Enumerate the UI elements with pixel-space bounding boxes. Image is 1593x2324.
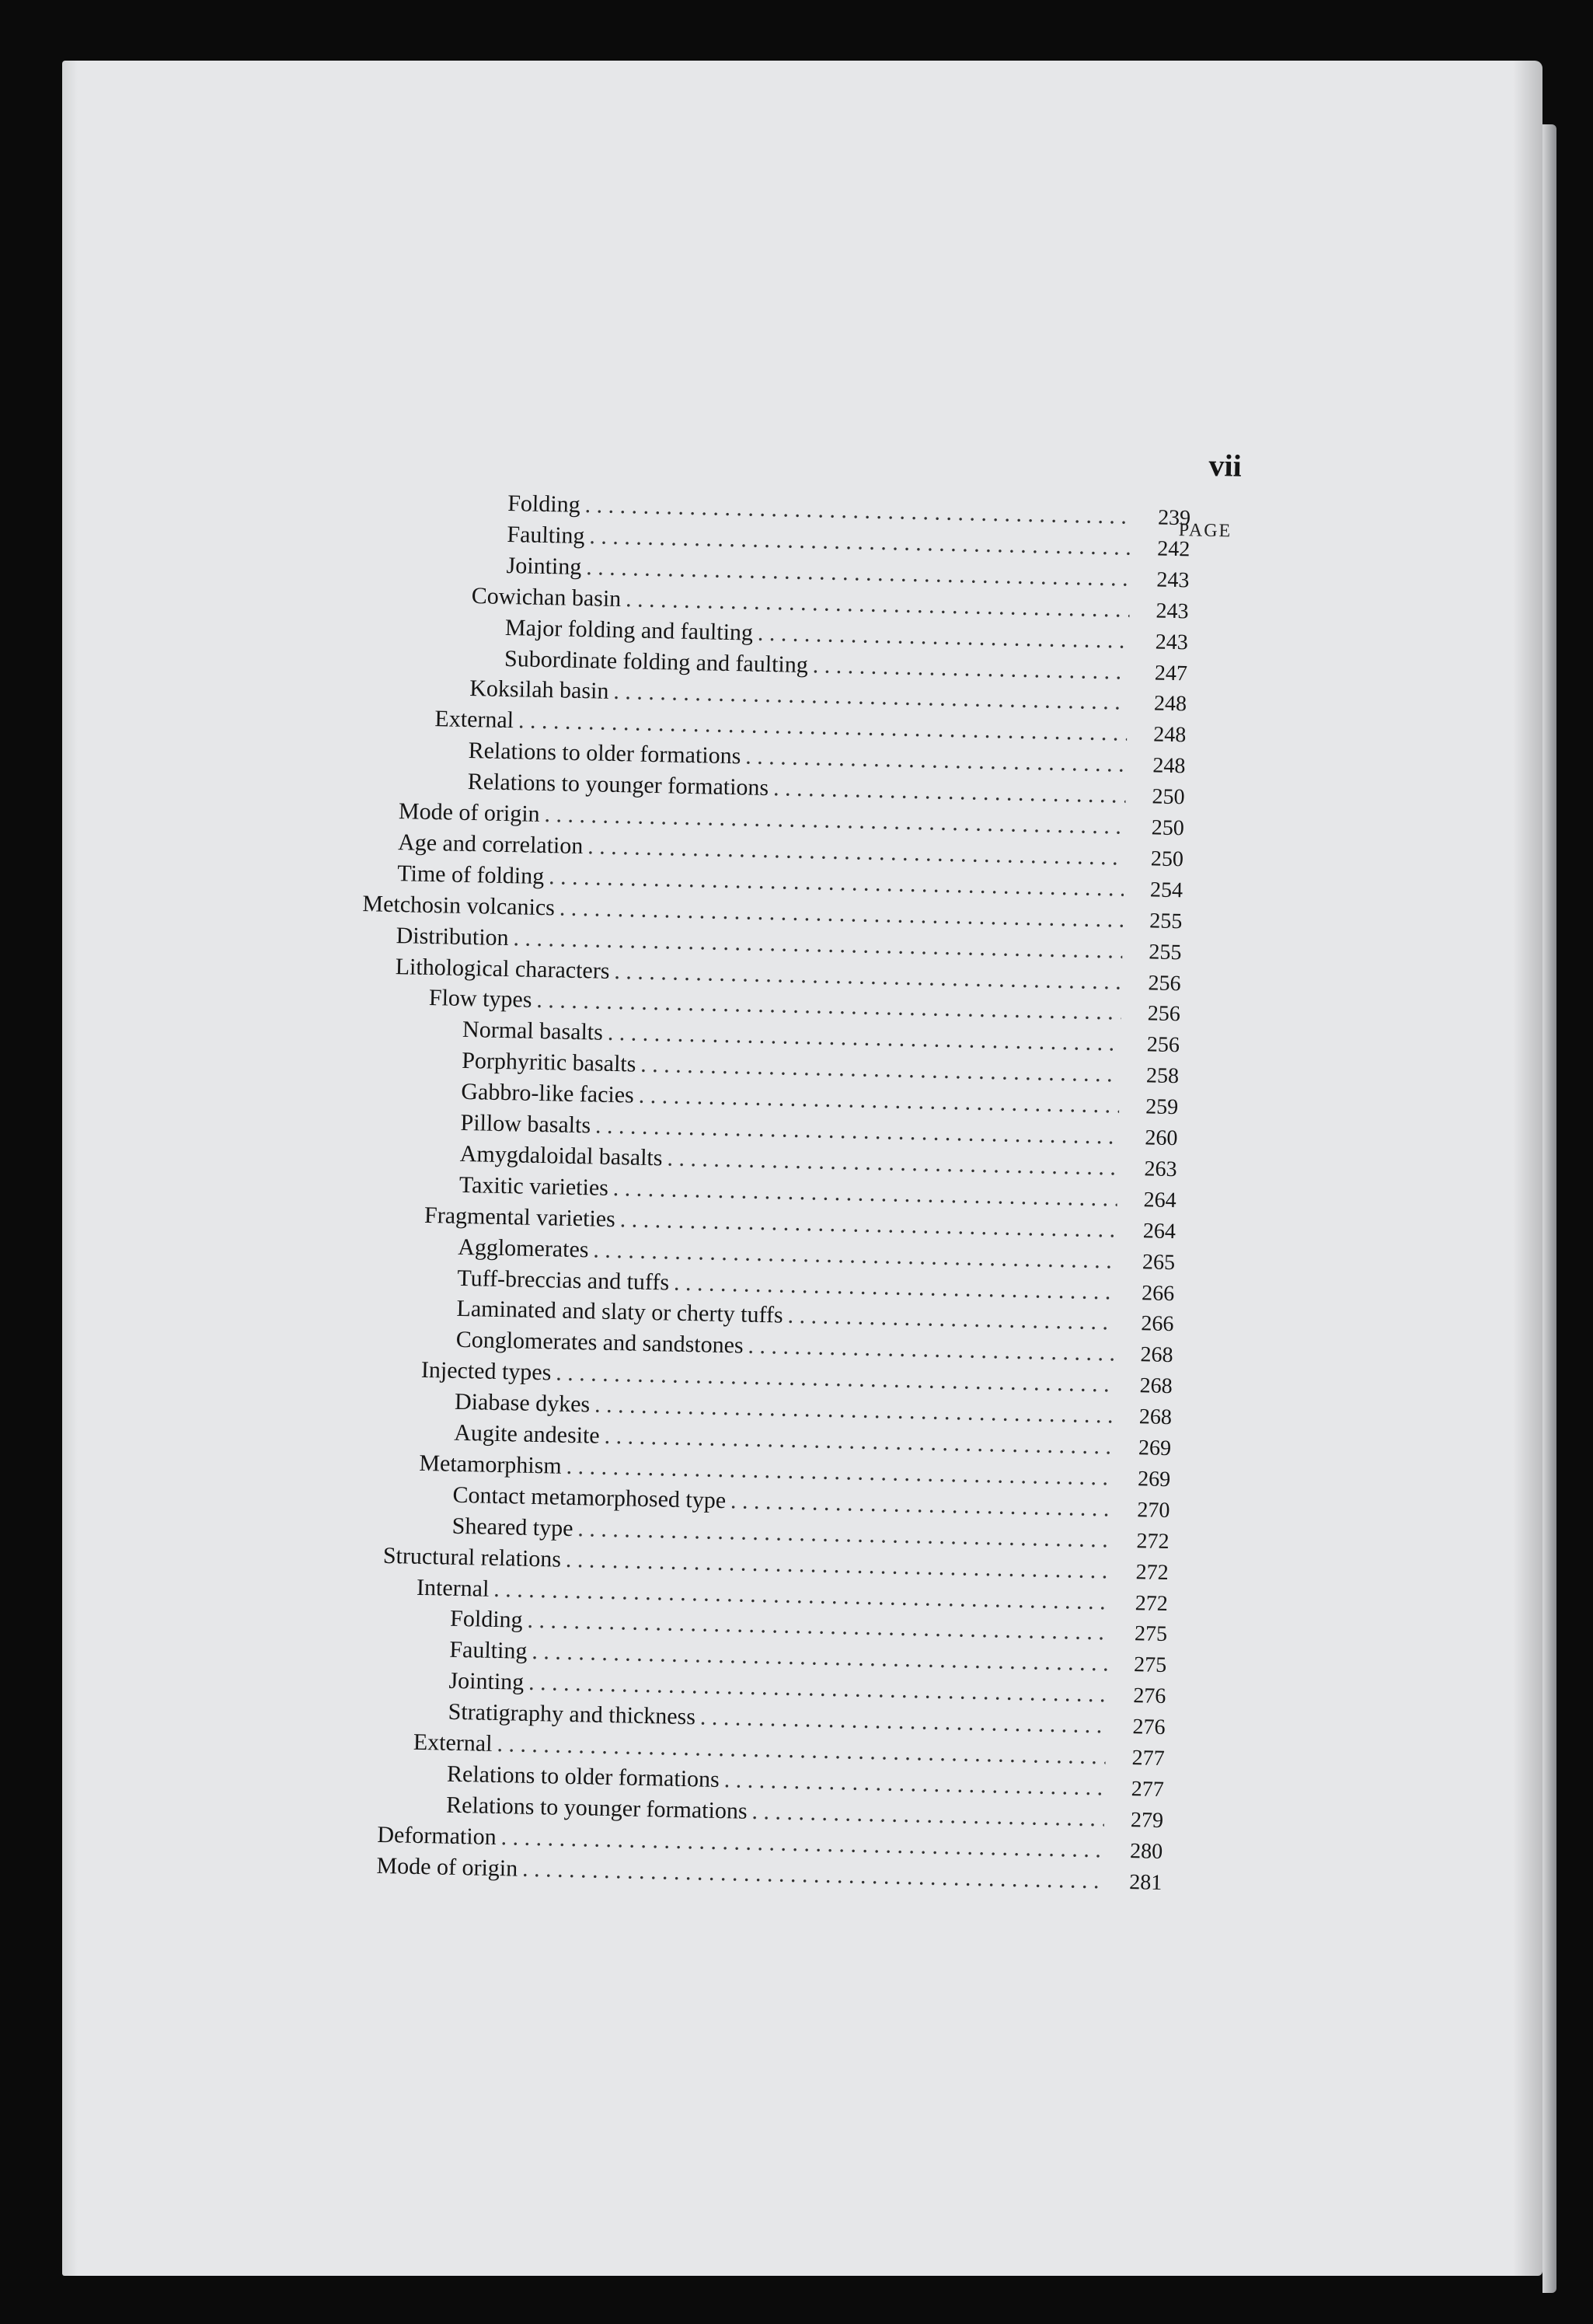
toc-entry-label: Contact metamorphosed type	[452, 1481, 727, 1513]
toc-entry-label: Folding	[449, 1606, 523, 1634]
toc-entry-page: 264	[1142, 1218, 1176, 1244]
toc-entry-page: 272	[1135, 1559, 1169, 1585]
toc-entry-label: Augite andesite	[453, 1419, 601, 1449]
toc-entry-page: 258	[1145, 1063, 1180, 1089]
toc-entry-label: Lithological characters	[395, 953, 610, 984]
toc-entry-label: Metamorphism	[419, 1450, 563, 1479]
toc-entry-page: 256	[1146, 1032, 1180, 1058]
book-page	[62, 61, 1542, 2276]
toc-entry-label: Mode of origin	[376, 1852, 518, 1882]
toc-entry-label: Jointing	[448, 1667, 525, 1695]
toc-entry-page: 270	[1137, 1498, 1170, 1523]
toc-entry-page: 269	[1137, 1467, 1171, 1492]
page-column-label: PAGE	[1178, 520, 1232, 542]
page-stack-edge	[1542, 124, 1556, 2293]
toc-entry-page: 280	[1129, 1838, 1163, 1864]
toc-entry-page: 243	[1155, 630, 1189, 654]
toc-entry-page: 260	[1145, 1125, 1178, 1151]
dot-leader	[812, 652, 1128, 686]
toc-entry-page: 268	[1140, 1342, 1173, 1368]
toc-entry-page: 248	[1153, 691, 1187, 717]
toc-entry-page: 275	[1133, 1652, 1167, 1678]
toc-entry-label: Structural relations	[382, 1542, 562, 1572]
toc-entry-page: 254	[1149, 878, 1183, 903]
toc-entry-page: 250	[1151, 815, 1185, 841]
toc-entry-page: 255	[1149, 909, 1183, 933]
toc-entry-page: 277	[1131, 1746, 1166, 1771]
toc-entry-label: Laminated and slaty or cherty tuffs	[456, 1296, 784, 1329]
toc-entry-label: Metchosin volcanics	[362, 890, 556, 921]
toc-entry-page: 250	[1150, 846, 1184, 872]
toc-entry-label: Injected types	[420, 1357, 552, 1386]
toc-entry-page: 276	[1132, 1715, 1166, 1740]
toc-entry-label: Subordinate folding and faulting	[504, 645, 809, 678]
toc-entry-label: Relations to younger formations	[467, 769, 769, 801]
toc-entry-page: 248	[1152, 753, 1186, 779]
toc-entry-page: 272	[1135, 1590, 1169, 1616]
toc-entry-page: 266	[1141, 1311, 1174, 1337]
table-of-contents	[62, 61, 1542, 2276]
toc-entry-page: 264	[1143, 1188, 1177, 1213]
toc-entry-page: 259	[1145, 1094, 1179, 1120]
toc-entry-label: Faulting	[449, 1637, 528, 1665]
toc-entry-label: Porphyritic basalts	[461, 1048, 636, 1077]
toc-entry-page: 279	[1130, 1807, 1164, 1833]
toc-entry-page: 263	[1144, 1157, 1177, 1182]
toc-entry-label: Mode of origin	[398, 798, 540, 827]
toc-entry-label: Folding	[507, 490, 581, 518]
toc-entry-page: 265	[1142, 1249, 1176, 1275]
toc-entry-label: Amygdaloidal basalts	[459, 1140, 663, 1171]
toc-entry-page: 247	[1154, 660, 1188, 686]
toc-entry-label: Taxitic varieties	[458, 1171, 609, 1201]
toc-entry-page: 255	[1149, 939, 1182, 965]
toc-entry-label: Relations to older formations	[468, 738, 741, 769]
toc-entry-page: 272	[1136, 1528, 1169, 1554]
toc-entry-label: Stratigraphy and thickness	[448, 1698, 696, 1730]
toc-entry-label: Relations to younger formations	[445, 1792, 748, 1824]
toc-entry-label: Fragmental varieties	[424, 1202, 616, 1232]
toc-entry-label: Internal	[416, 1574, 490, 1602]
toc-entry-page: 256	[1148, 970, 1181, 996]
toc-entry-page: 281	[1129, 1869, 1163, 1895]
toc-entry-page: 277	[1131, 1777, 1165, 1802]
toc-entry-label: Sheared type	[451, 1513, 573, 1541]
toc-entry-label: Conglomerates and sandstones	[455, 1327, 744, 1359]
page-number: vii	[1208, 447, 1243, 483]
toc-entry-label: Pillow basalts	[460, 1109, 591, 1139]
toc-entry-label: Koksilah basin	[469, 675, 609, 705]
toc-entry-label: External	[434, 706, 514, 734]
toc-entry-page: 266	[1141, 1280, 1175, 1306]
toc-entry-page: 243	[1156, 598, 1189, 624]
toc-entry-page: 268	[1138, 1405, 1173, 1430]
toc-entry-label: Cowichan basin	[471, 582, 622, 612]
toc-entry-label: Diabase dykes	[454, 1388, 591, 1418]
toc-entry-page: 268	[1139, 1373, 1173, 1399]
toc-entry-label: Faulting	[507, 521, 585, 549]
toc-entry-label: External	[413, 1729, 493, 1757]
toc-entry-label: Jointing	[506, 552, 582, 580]
toc-entry-label: Time of folding	[396, 860, 545, 889]
toc-entry-page: 243	[1156, 567, 1190, 593]
toc-entry-label: Age and correlation	[397, 829, 584, 859]
toc-entry-page: 242	[1156, 536, 1190, 562]
toc-entry-page: 239	[1157, 505, 1191, 531]
toc-entry-label: Normal basalts	[462, 1017, 604, 1045]
toc-entry-label: Major folding and faulting	[504, 614, 754, 646]
toc-entry-page: 275	[1134, 1621, 1168, 1647]
toc-entry-page: 276	[1133, 1684, 1166, 1709]
toc-entry-label: Distribution	[396, 922, 509, 951]
toc-entry-label: Deformation	[377, 1821, 497, 1850]
toc-entry-page: 269	[1138, 1436, 1172, 1461]
toc-entry-label: Tuff-breccias and tuffs	[457, 1265, 670, 1296]
toc-entry-label: Gabbro-like facies	[461, 1078, 635, 1108]
toc-entry-page: 256	[1147, 1001, 1181, 1027]
toc-entry-page: 250	[1152, 784, 1185, 810]
toc-entry-label: Agglomerates	[457, 1234, 589, 1262]
toc-entry-label: Flow types	[428, 985, 532, 1014]
toc-entry-page: 248	[1152, 722, 1187, 748]
toc-entry-label: Relations to older formations	[446, 1760, 720, 1792]
